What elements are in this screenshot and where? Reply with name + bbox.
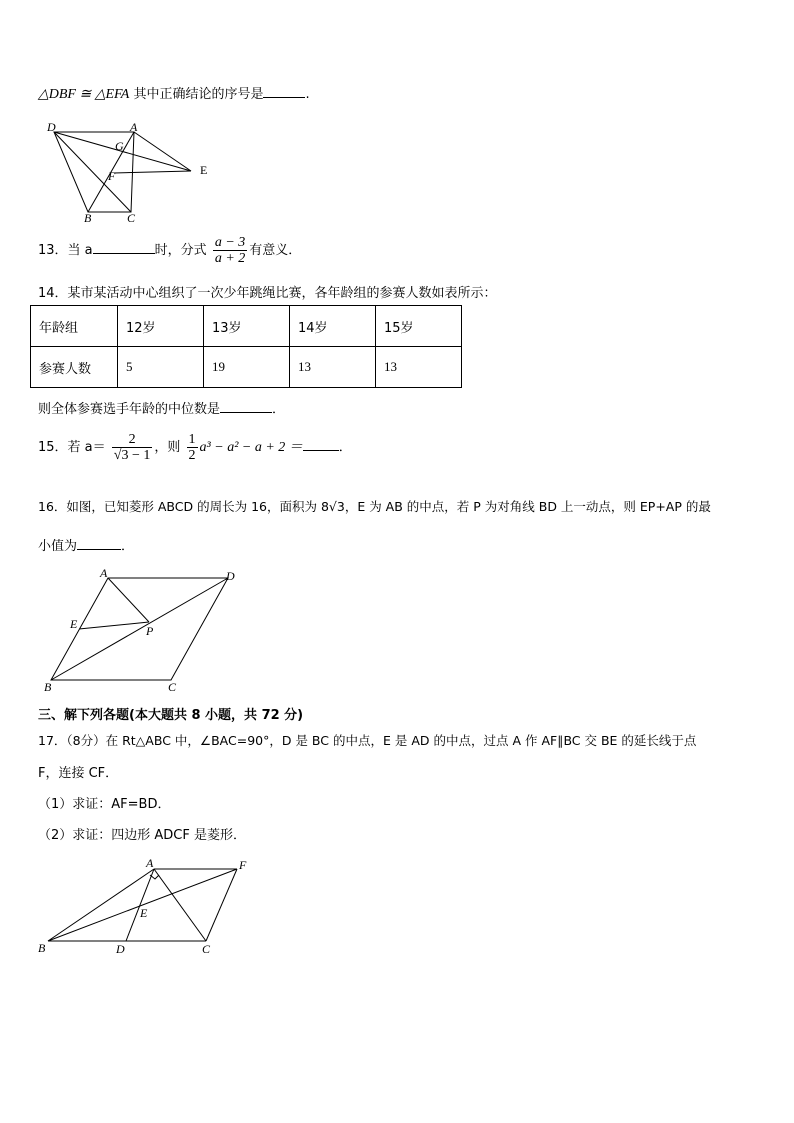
fig16-label-e: E <box>70 617 78 631</box>
fig12-label-b: B <box>84 211 92 224</box>
fig16-segment-ep <box>79 622 149 629</box>
fig17-line-bf <box>48 869 237 941</box>
figure-q17 <box>36 856 256 956</box>
q15-fraction-a <box>112 432 153 463</box>
fig16-label-c: C <box>168 680 177 694</box>
table-cell: 5 <box>118 347 204 388</box>
table-row <box>31 347 462 388</box>
q14-answer-blank[interactable] <box>220 400 272 413</box>
q12-tail-text: 其中正确结论的序号是 <box>133 87 264 102</box>
fig17-label-f: F <box>239 858 247 872</box>
q15-fraction-denominator: √3 − 1 <box>113 448 151 463</box>
fig12-label-d: D <box>47 120 56 134</box>
q16-line1: 16．如图，已知菱形 ABCD 的周长为 16，面积为 8√3，E 为 AB 的中点，若 P 为对角线 BD 上一动点，则 EP+AP 的最 <box>38 499 711 514</box>
fig17-label-e: E <box>140 906 148 920</box>
q13-suffix: 有意义． <box>249 243 302 258</box>
fig17-label-c: C <box>202 942 211 956</box>
section-3-heading: 三、解下列各题(本大题共 8 小题，共 72 分) <box>38 708 304 723</box>
q17-line1: 17．（8分）在 Rt△ABC 中，∠BAC=90°，D 是 BC 的中点，E 是 AD 的中点，过点 A 作 AF∥BC 交 BE 的延长线于点 <box>38 733 697 748</box>
fig16-label-d: D <box>226 569 235 583</box>
fig16-label-b: B <box>44 680 52 694</box>
q15-answer-blank[interactable] <box>303 438 339 451</box>
q15-half-denominator: 2 <box>188 448 196 463</box>
q16-end: ． <box>121 539 135 554</box>
q15-mid: ，则 <box>154 440 181 455</box>
table-row <box>31 306 462 347</box>
table-cell: 13 <box>290 347 376 388</box>
q14-after-text: 则全体参赛选手年龄的中位数是 <box>38 402 221 417</box>
fig17-line-ad <box>126 869 154 941</box>
fig16-label-p: P <box>146 624 154 638</box>
table-cell: 12岁 <box>118 306 204 347</box>
q16-answer-blank[interactable] <box>77 537 121 550</box>
q13-prefix: 13．当 a <box>38 243 93 258</box>
q12-tail-line <box>38 83 310 103</box>
fig12-label-a: A <box>130 120 138 134</box>
table-cell: 14岁 <box>290 306 376 347</box>
q16-line2-text: 小值为 <box>38 539 78 554</box>
q15-line <box>38 432 352 463</box>
fig17-line-ba <box>48 869 154 941</box>
fig12-line-ae <box>134 132 191 171</box>
fig12-label-c: C <box>127 211 136 224</box>
q15-expression: a³ − a² − a + 2 ＝ <box>199 440 303 455</box>
q15-fraction-numerator: 2 <box>112 432 153 448</box>
fig16-label-a: A <box>100 566 108 580</box>
table-cell: 19 <box>204 347 290 388</box>
figure-q12 <box>40 118 220 224</box>
q13-line <box>38 235 301 266</box>
table-cell: 参赛人数 <box>31 347 118 388</box>
fig17-label-d: D <box>116 942 125 956</box>
fig12-label-g: G <box>115 139 124 153</box>
q12-answer-blank[interactable] <box>263 85 305 98</box>
table-cell: 13 <box>376 347 462 388</box>
table-cell: 13岁 <box>204 306 290 347</box>
fig17-line-ac <box>154 869 206 941</box>
q16-line2 <box>38 535 134 554</box>
q14-after-line <box>38 398 285 417</box>
q13-answer-blank[interactable] <box>93 241 155 254</box>
q13-fraction-denominator: a + 2 <box>214 251 246 266</box>
figure-q16 <box>38 565 248 695</box>
q14-age-table <box>30 305 462 388</box>
fig12-label-e: E <box>200 163 208 177</box>
q14-end: ． <box>272 402 286 417</box>
q12-end: . <box>305 87 310 102</box>
q15-end: ． <box>338 440 352 455</box>
q17-part2: （2）求证：四边形 ADCF 是菱形． <box>38 828 246 843</box>
fig17-line-fc <box>206 869 237 941</box>
table-cell: 年龄组 <box>31 306 118 347</box>
fig17-label-b: B <box>38 941 46 955</box>
fig16-diagonal-bd <box>51 578 228 680</box>
q13-fraction <box>213 235 247 266</box>
q13-fraction-numerator: a − 3 <box>214 235 246 250</box>
q12-congruence-expr: △DBF ≅ △EFA <box>38 87 130 102</box>
q17-line2: F，连接 CF． <box>38 766 119 781</box>
q14-text: 14．某市某活动中心组织了一次少年跳绳比赛，各年龄组的参赛人数如表所示： <box>38 286 497 301</box>
q15-fraction-half <box>187 432 198 463</box>
q13-mid: 时，分式 <box>154 243 207 258</box>
fig12-label-f: F <box>108 169 116 183</box>
table-cell: 15岁 <box>376 306 462 347</box>
fig17-label-a: A <box>146 856 154 870</box>
q15-prefix: 15．若 a＝ <box>38 440 106 455</box>
q15-half-numerator: 1 <box>188 432 196 447</box>
q17-part1: （1）求证：AF=BD． <box>38 797 171 812</box>
fig12-line-fe <box>114 171 191 173</box>
fig16-segment-ap <box>108 578 149 622</box>
